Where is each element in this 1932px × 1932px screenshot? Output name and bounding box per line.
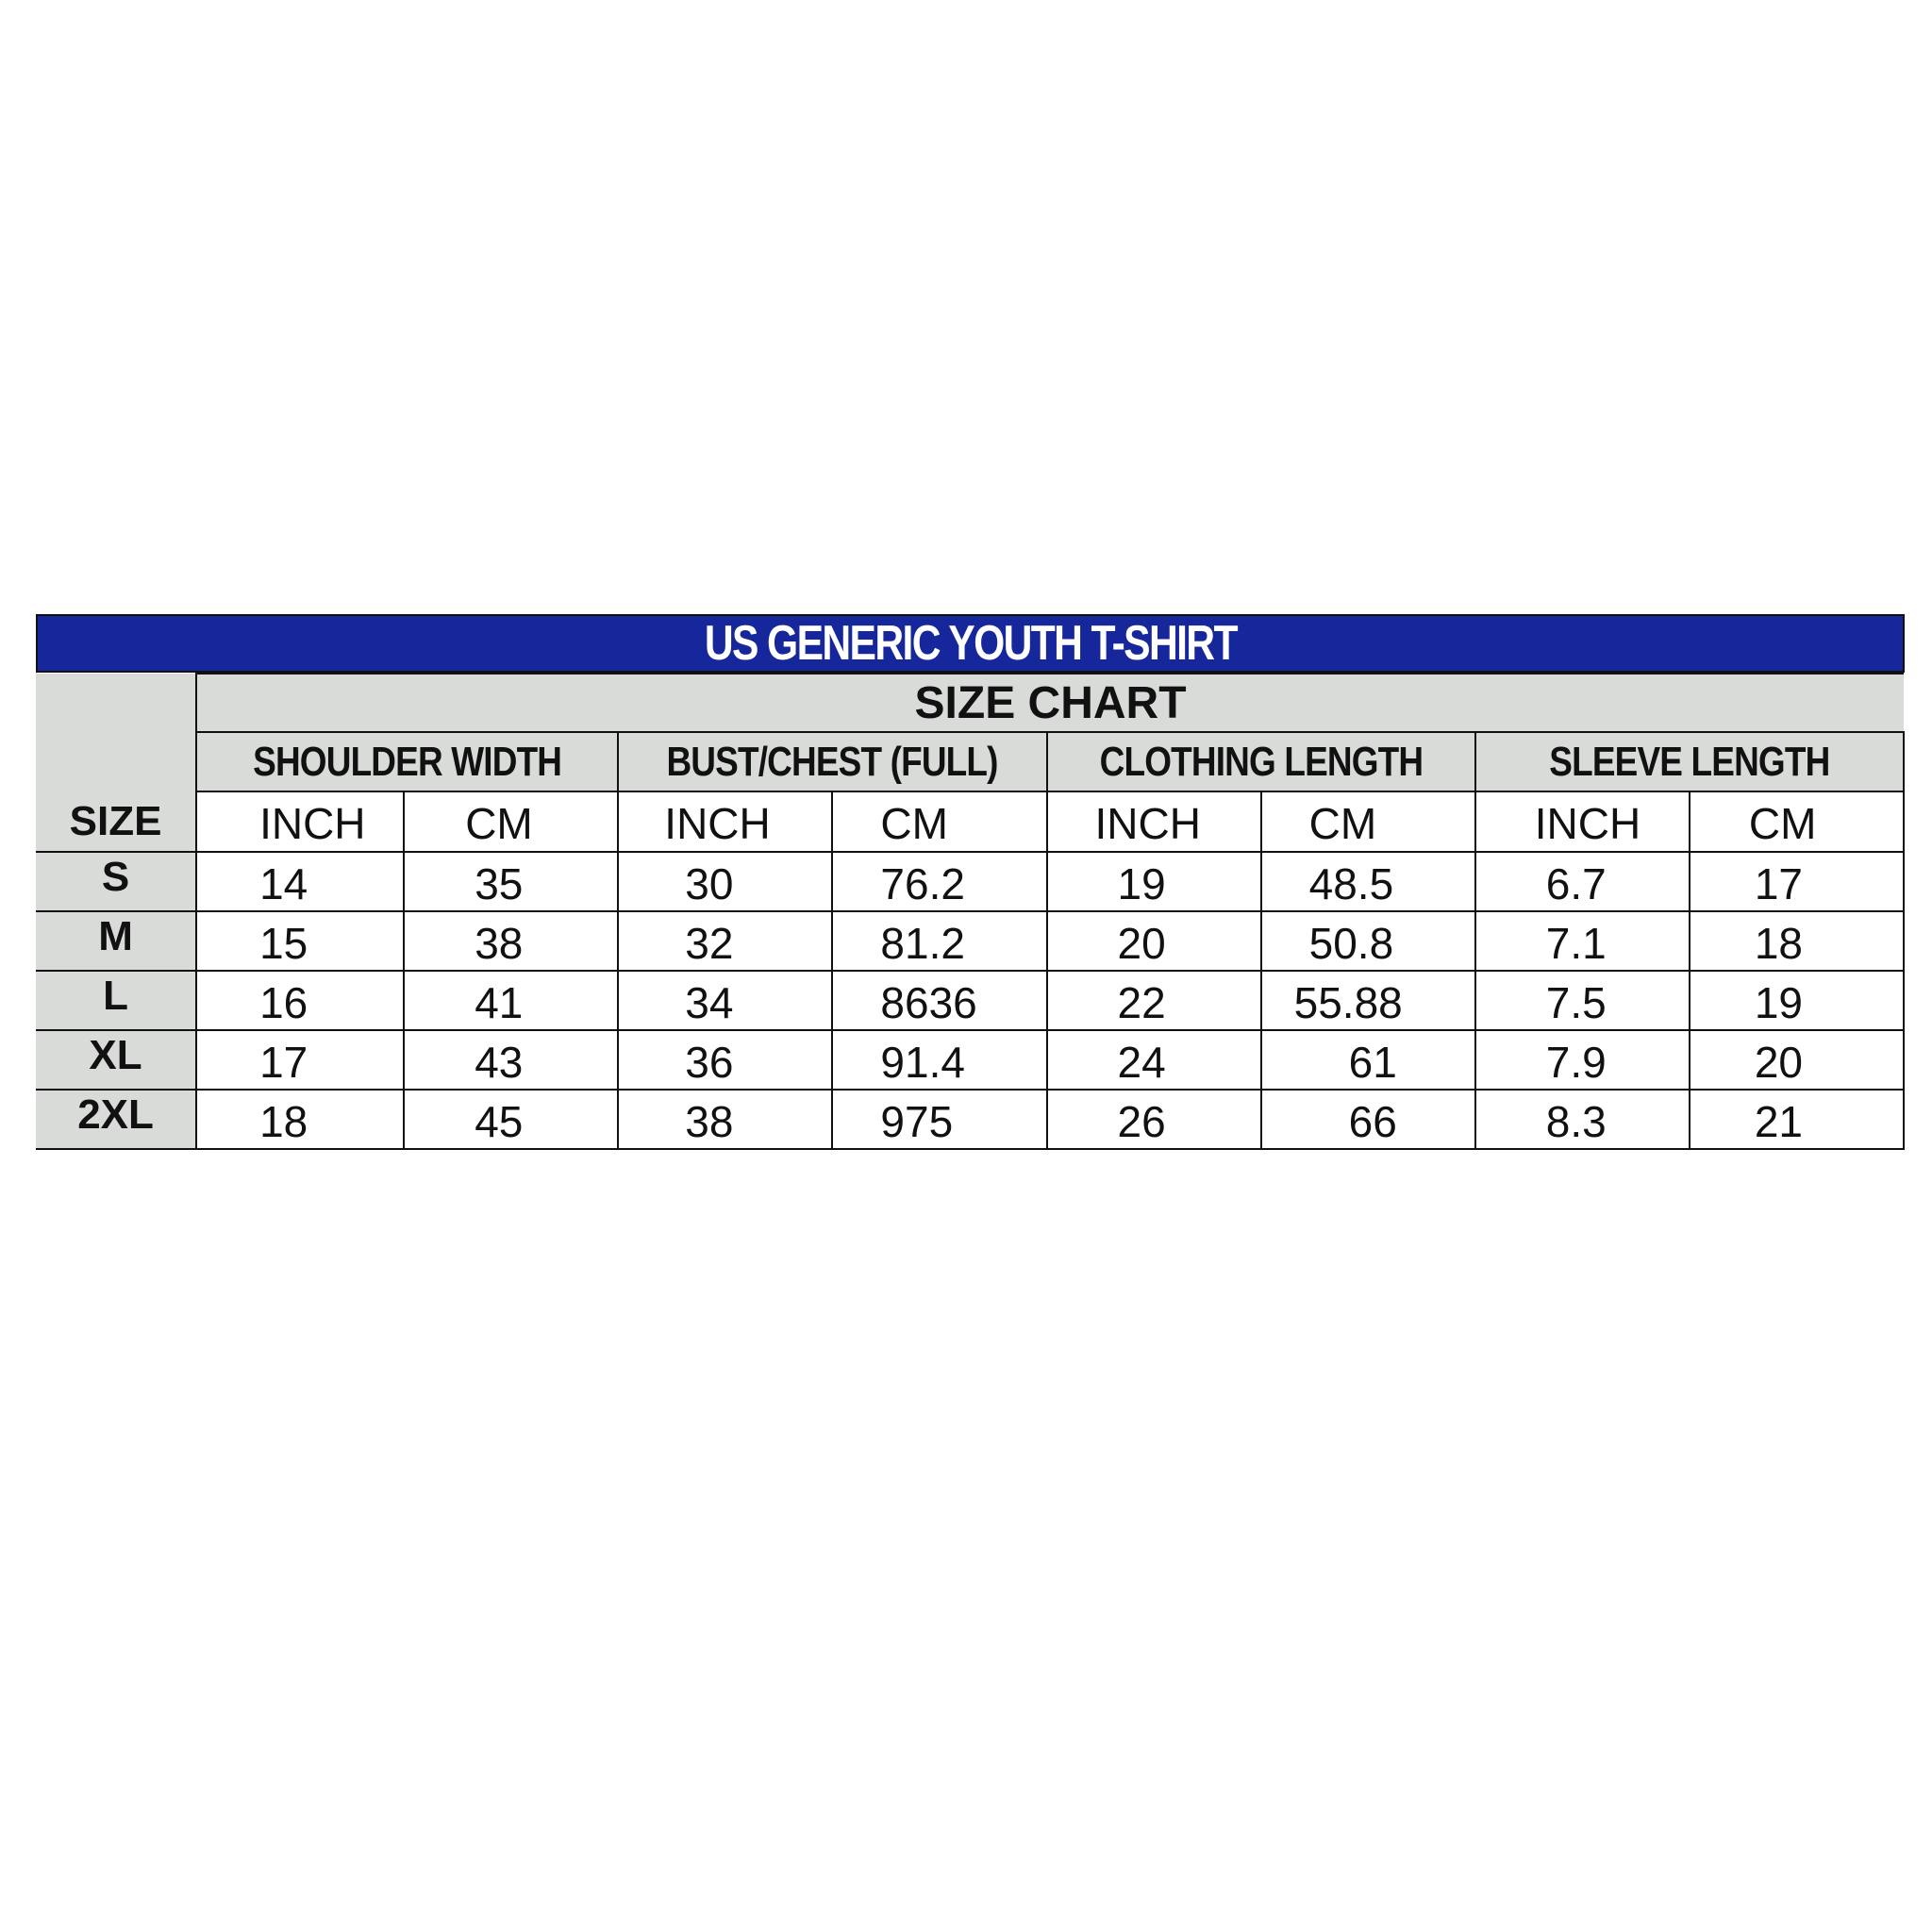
table-row xyxy=(36,911,1904,971)
group-label: CLOTHING LENGTH xyxy=(1099,738,1423,785)
size-header-label: SIZE xyxy=(69,798,162,844)
group-label: SLEEVE LENGTH xyxy=(1549,738,1830,785)
table-cell: 50.8 xyxy=(1261,911,1475,971)
size-table xyxy=(36,673,1905,1150)
group-header-clothing-length xyxy=(1047,732,1475,791)
table-cell: 15 xyxy=(196,911,404,971)
table-cell: 14 xyxy=(196,852,404,911)
unit-header-cm: CM xyxy=(404,791,618,852)
size-column-header xyxy=(36,674,196,852)
size-label: XL xyxy=(36,1030,196,1090)
table-cell: 18 xyxy=(196,1090,404,1149)
table-cell: 19 xyxy=(1047,852,1261,911)
table-cell: 8.3 xyxy=(1475,1090,1690,1149)
table-cell: 7.9 xyxy=(1475,1030,1690,1090)
table-cell: 21 xyxy=(1690,1090,1904,1149)
group-header-sleeve-length xyxy=(1475,732,1904,791)
table-cell: 17 xyxy=(1690,852,1904,911)
table-row xyxy=(36,1030,1904,1090)
table-cell: 34 xyxy=(618,971,832,1030)
chart-subtitle xyxy=(196,674,1904,732)
table-cell: 66 xyxy=(1261,1090,1475,1149)
table-row xyxy=(36,852,1904,911)
table-cell: 81.2 xyxy=(832,911,1046,971)
table-cell: 22 xyxy=(1047,971,1261,1030)
table-cell: 35 xyxy=(404,852,618,911)
table-cell: 30 xyxy=(618,852,832,911)
table-cell: 20 xyxy=(1047,911,1261,971)
group-header-shoulder-width xyxy=(196,732,618,791)
unit-header-inch: INCH xyxy=(1475,791,1690,852)
table-cell: 19 xyxy=(1690,971,1904,1030)
unit-header-inch: INCH xyxy=(196,791,404,852)
table-cell: 17 xyxy=(196,1030,404,1090)
table-row xyxy=(36,1090,1904,1149)
chart-title: US GENERIC YOUTH T-SHIRT xyxy=(704,616,1237,671)
table-cell: 36 xyxy=(618,1030,832,1090)
chart-subtitle-label: SIZE CHART xyxy=(914,677,1187,728)
group-label: BUST/CHEST (FULL) xyxy=(666,738,998,785)
table-cell: 20 xyxy=(1690,1030,1904,1090)
table-row xyxy=(36,971,1904,1030)
table-cell: 76.2 xyxy=(832,852,1046,911)
table-cell: 8636 xyxy=(832,971,1046,1030)
size-label: L xyxy=(36,971,196,1030)
table-cell: 975 xyxy=(832,1090,1046,1149)
table-cell: 32 xyxy=(618,911,832,971)
group-header-bust-chest xyxy=(618,732,1046,791)
table-cell: 38 xyxy=(618,1090,832,1149)
table-cell: 6.7 xyxy=(1475,852,1690,911)
table-cell: 7.1 xyxy=(1475,911,1690,971)
table-cell: 61 xyxy=(1261,1030,1475,1090)
table-cell: 38 xyxy=(404,911,618,971)
size-label: 2XL xyxy=(36,1090,196,1149)
table-cell: 41 xyxy=(404,971,618,1030)
unit-header-inch: INCH xyxy=(618,791,832,852)
size-label: S xyxy=(36,852,196,911)
size-label: M xyxy=(36,911,196,971)
table-cell: 26 xyxy=(1047,1090,1261,1149)
table-cell: 7.5 xyxy=(1475,971,1690,1030)
group-label: SHOULDER WIDTH xyxy=(253,738,562,785)
table-cell: 55.88 xyxy=(1261,971,1475,1030)
table-cell: 43 xyxy=(404,1030,618,1090)
unit-header-inch: INCH xyxy=(1047,791,1261,852)
unit-header-cm: CM xyxy=(832,791,1046,852)
table-cell: 16 xyxy=(196,971,404,1030)
table-cell: 18 xyxy=(1690,911,1904,971)
table-cell: 45 xyxy=(404,1090,618,1149)
unit-header-cm: CM xyxy=(1690,791,1904,852)
unit-header-cm: CM xyxy=(1261,791,1475,852)
table-cell: 91.4 xyxy=(832,1030,1046,1090)
table-cell: 48.5 xyxy=(1261,852,1475,911)
size-chart xyxy=(36,614,1905,1150)
chart-title-bar xyxy=(36,614,1905,673)
table-cell: 24 xyxy=(1047,1030,1261,1090)
